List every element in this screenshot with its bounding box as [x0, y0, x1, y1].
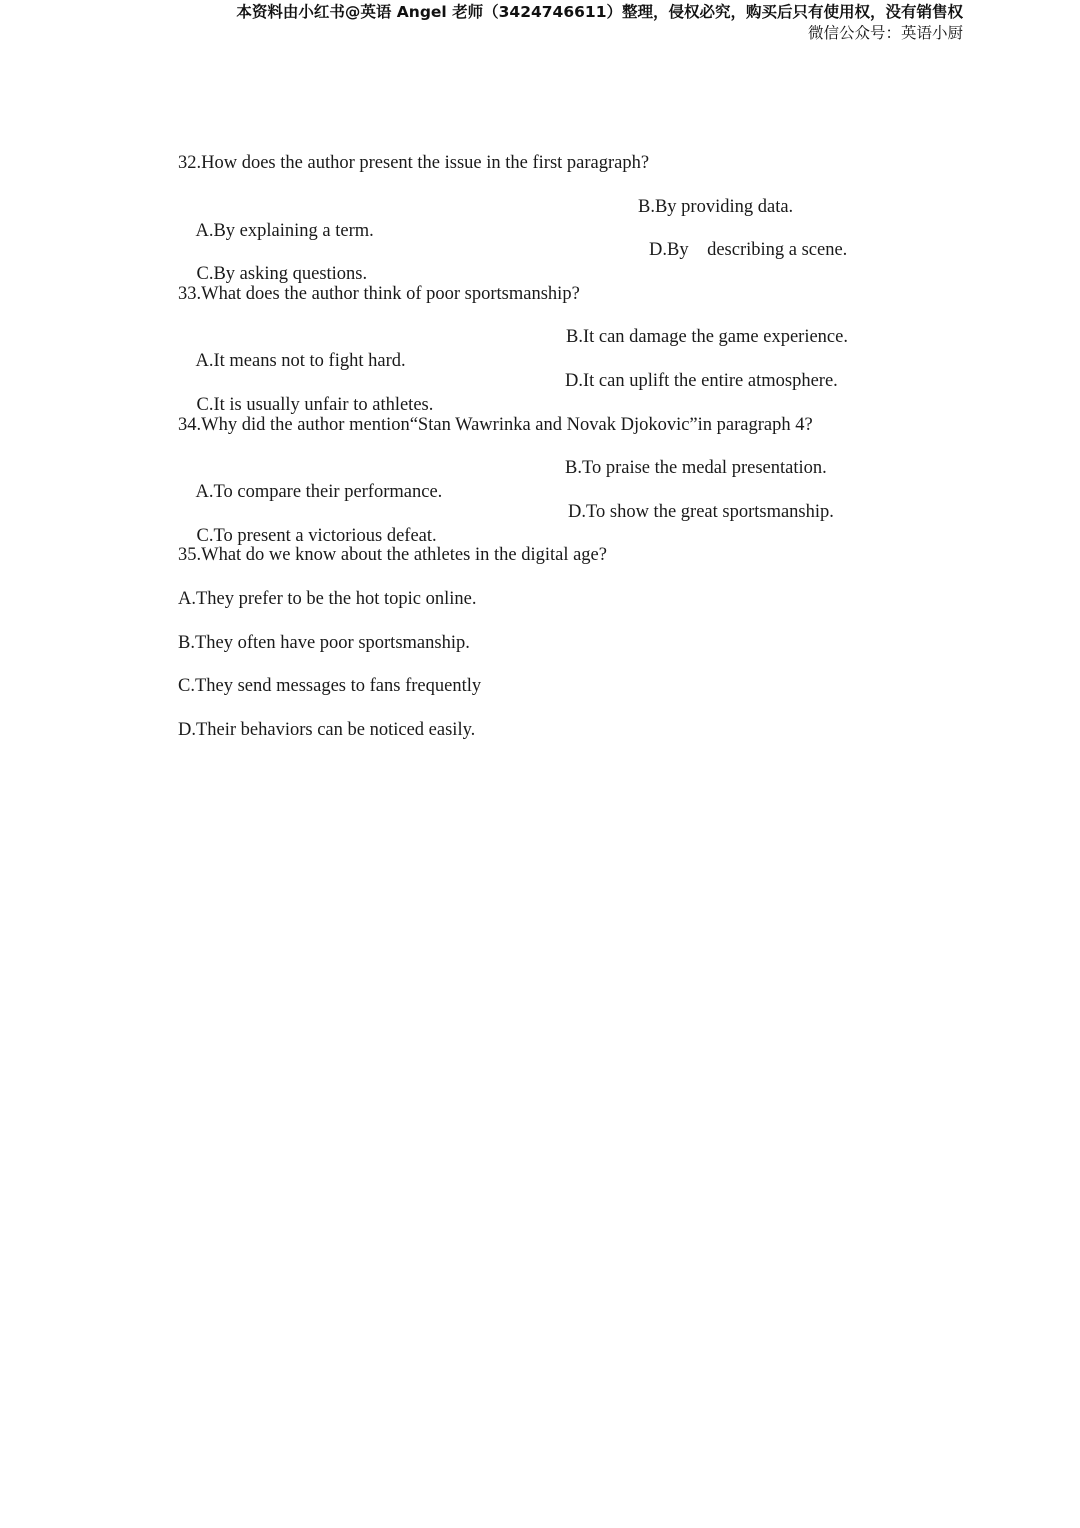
option-a: A.It means not to fight hard.	[195, 351, 406, 372]
option-b: B.To praise the medal presentation.	[565, 458, 827, 479]
option-row	[178, 500, 898, 544]
option-row	[178, 238, 898, 285]
option-row	[178, 369, 898, 413]
question-list	[178, 151, 898, 761]
question-stem: 32.How does the author present the issue in the first paragraph?	[178, 153, 650, 173]
page-header	[236, 2, 963, 44]
question-stem: 34.Why did the author mention“Stan Wawrinka and Novak Djokovic”in paragraph 4?	[178, 414, 813, 435]
option-c: C.They send messages to fans frequently	[178, 676, 482, 697]
option-d: D.By describing a scene.	[649, 240, 848, 261]
option-row	[178, 195, 898, 239]
question-stem: 33.What does the author think of poor sportsmanship?	[178, 283, 580, 304]
option-row	[178, 456, 898, 503]
option-d: D.It can uplift the entire atmosphere.	[565, 370, 838, 391]
option-c: C.It is usually unfair to athletes.	[196, 394, 434, 415]
option-c: C.By asking questions.	[196, 264, 368, 285]
question-stem: 35.What do we know about the athletes in the digital age?	[178, 545, 607, 566]
option-row	[178, 325, 898, 372]
option-b: B.They often have poor sportsmanship.	[178, 632, 470, 653]
option-c: C.To present a victorious defeat.	[196, 525, 437, 546]
option-d: D.Their behaviors can be noticed easily.	[178, 719, 476, 740]
option-d: D.To show the great sportsmanship.	[568, 501, 834, 522]
header-copyright-line: 本资料由小红书@英语 Angel 老师（3424746611）整理，侵权必究，购买后只有使用权，没有销售权	[236, 3, 963, 21]
header-wechat-line: 微信公众号：英语小厨	[807, 24, 963, 42]
option-a: A.They prefer to be the hot topic online.	[178, 588, 477, 609]
option-b: B.By providing data.	[638, 196, 794, 217]
option-b: B.It can damage the game experience.	[566, 327, 848, 348]
option-a: A.By explaining a term.	[195, 220, 374, 241]
option-a: A.To compare their performance.	[195, 482, 443, 503]
